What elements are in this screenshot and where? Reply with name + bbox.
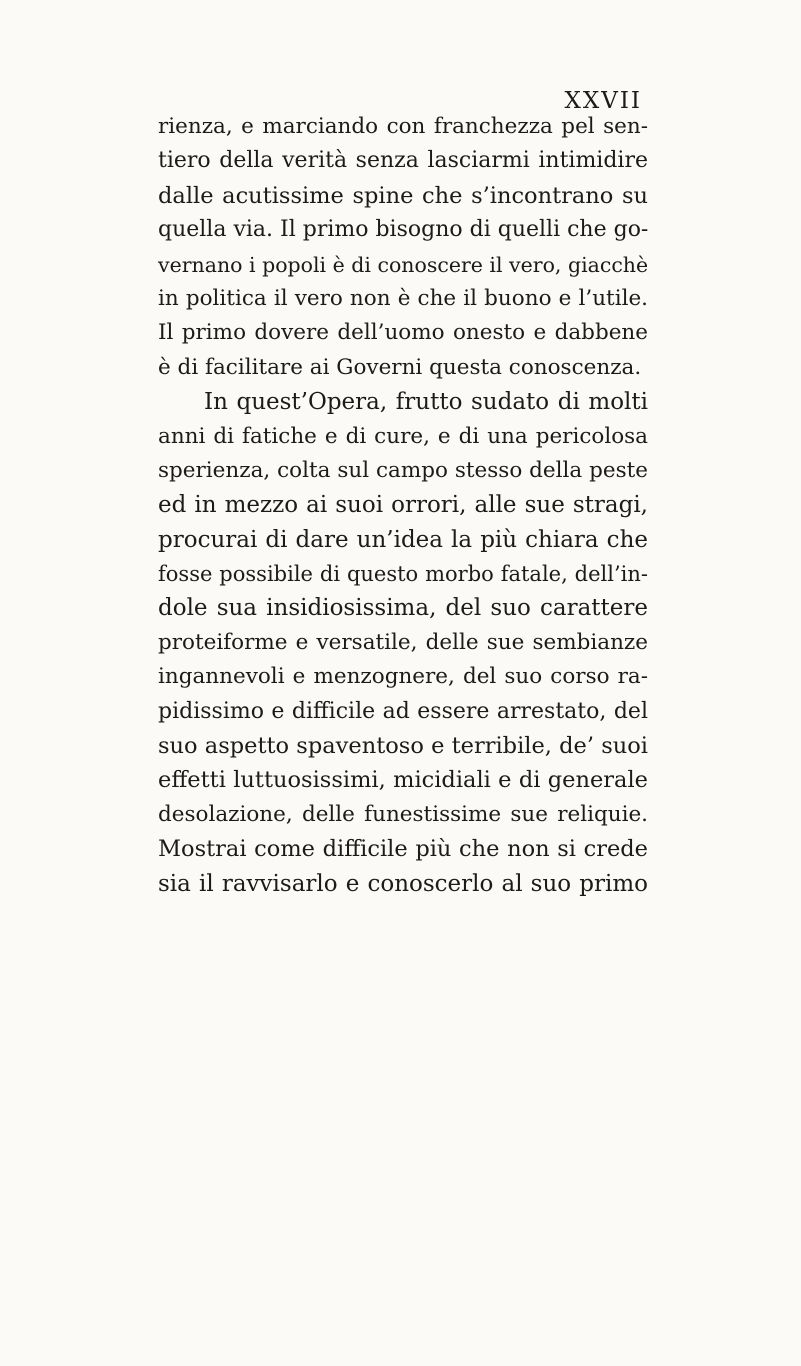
text-line: effetti luttuosissimi, micidiali e di generale <box>158 767 648 794</box>
text-line: rienza, e marciando con franchezza pel sen- <box>158 114 648 139</box>
text-line: dole sua insidiosissima, del suo carattere <box>158 595 648 622</box>
text-line: quella via. Il primo bisogno di quelli che go- <box>158 217 649 243</box>
text-line: suo aspetto spaventoso e terribile, de’ suoi <box>158 733 648 760</box>
text-line: fosse possibile di questo morbo fatale, dell’in- <box>158 562 648 587</box>
text-line: proteiforme e versatile, delle sue sembianze <box>158 629 648 655</box>
paragraph-first-line: In quest’Opera, frutto sudato di molti <box>204 389 648 416</box>
text-line: sia il ravvisarlo e conoscerlo al suo primo <box>158 870 648 897</box>
text-line: dalle acutissime spine che s’incontrano su <box>158 182 648 209</box>
body-text <box>158 110 648 901</box>
text-line: ed in mezzo ai suoi orrori, alle sue stragi, <box>158 492 648 519</box>
text-line: tiero della verità senza lasciarmi intimidire <box>158 148 648 174</box>
text-line: ingannevoli e menzognere, del suo corso ra- <box>158 664 648 690</box>
text-line: Mostrai come difficile più che non si crede <box>158 836 648 863</box>
text-line: procurai di dare un’idea la più chiara che <box>158 526 648 553</box>
text-line: desolazione, delle funestissime sue reliquie. <box>158 801 648 827</box>
text-line: Il primo dovere dell’uomo onesto e dabbene <box>158 320 648 346</box>
text-line: pidissimo e difficile ad essere arrestato, del <box>158 698 648 724</box>
text-line: in politica il vero non è che il buono e l’utile. <box>158 285 648 311</box>
text-line: sperienza, colta sul campo stesso della peste <box>158 457 648 483</box>
text-line: anni di fatiche e di cure, e di una pericolosa <box>158 423 648 449</box>
page-number: XXVII <box>564 88 642 114</box>
text-line: vernano i popoli è di conoscere il vero, giacchè <box>158 252 649 277</box>
text-line: è di facilitare ai Governi questa conoscenza. <box>158 354 642 380</box>
